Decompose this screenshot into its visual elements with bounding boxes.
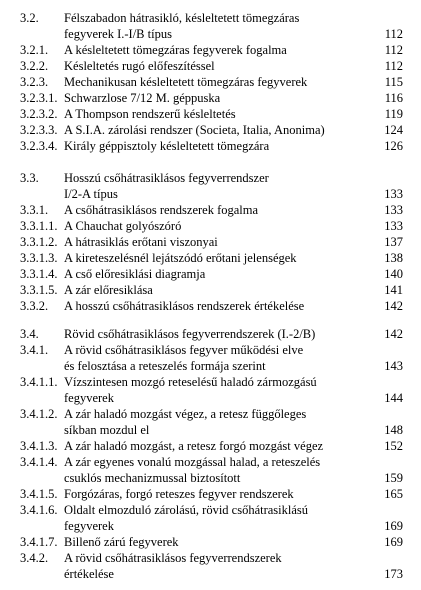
toc-entry-title: fegyverek — [64, 391, 114, 405]
toc-entry — [0, 234, 421, 250]
toc-entry-page: 119 — [384, 107, 403, 121]
toc-entry-title: A zár haladó mozgást végez, a retesz függőleges — [64, 407, 307, 421]
toc-entry-page: 142 — [384, 299, 403, 313]
toc-entry-page: 169 — [384, 519, 403, 533]
toc-entry — [0, 454, 421, 470]
toc-entry — [0, 406, 421, 422]
toc-entry — [0, 422, 421, 438]
toc-entry — [0, 282, 421, 298]
toc-entry — [0, 502, 421, 518]
toc-entry — [0, 298, 421, 314]
toc-entry-title: A hosszú csőhátrasiklásos rendszerek értékelése — [64, 299, 305, 313]
toc-entry-title: Oldalt elmozduló zárolású, rövid csőhátrasiklású — [64, 503, 309, 517]
toc-entry — [0, 566, 421, 582]
toc-entry-number: 3.4.1.1. — [20, 375, 58, 389]
toc-entry-page: 137 — [384, 235, 403, 249]
toc-entry-page: 152 — [384, 439, 403, 453]
toc-entry-number: 3.3. — [20, 171, 39, 185]
toc-entry-number: 3.2.1. — [20, 43, 49, 57]
toc-entry-title: A Thompson rendszerű késleltetés — [64, 107, 236, 121]
toc-entry-number: 3.3.1.5. — [20, 283, 58, 297]
toc-entry-number: 3.2.3.2. — [20, 107, 58, 121]
toc-entry — [0, 42, 421, 58]
toc-entry — [0, 342, 421, 358]
toc-entry-number: 3.4. — [20, 327, 39, 341]
toc-entry-page: 115 — [384, 75, 403, 89]
toc-entry-number: 3.4.1.4. — [20, 455, 58, 469]
toc-entry-title: Mechanikusan késleltetett tömegzáras fegyverek — [64, 75, 308, 89]
toc-entry-number: 3.2.2. — [20, 59, 49, 73]
toc-entry-number: 3.4.1.6. — [20, 503, 58, 517]
toc-entry — [0, 10, 421, 26]
toc-entry — [0, 266, 421, 282]
toc-entry-title: A S.I.A. zárolási rendszer (Societa, Italia, Anonima) — [64, 123, 325, 137]
toc-entry-number: 3.2.3.3. — [20, 123, 58, 137]
toc-entry — [0, 106, 421, 122]
toc-entry-number: 3.2.3.4. — [20, 139, 58, 153]
toc-entry — [0, 438, 421, 454]
toc-entry-number: 3.3.1.4. — [20, 267, 58, 281]
toc-entry-number: 3.3.2. — [20, 299, 49, 313]
toc-entry-page: 112 — [384, 43, 403, 57]
toc-entry — [0, 390, 421, 406]
toc-entry-page: 112 — [384, 59, 403, 73]
toc-entry-page: 140 — [384, 267, 403, 281]
toc-entry-title: csuklós mechanizmussal biztosított — [64, 471, 241, 485]
toc-entry-title: I/2-A típus — [64, 187, 118, 201]
toc-entry-page: 144 — [384, 391, 403, 405]
toc-entry-page: 133 — [384, 187, 403, 201]
toc-entry-number: 3.4.1.3. — [20, 439, 58, 453]
toc-entry-title: A csőhátrasiklásos rendszerek fogalma — [64, 203, 259, 217]
toc-entry-number: 3.3.1.3. — [20, 251, 58, 265]
toc-entry-number: 3.3.1. — [20, 203, 49, 217]
toc-entry-title: A kireteszelésnél lejátszódó erőtani jelenségek — [64, 251, 297, 265]
toc-entry-title: Késleltetés rugó előfeszítéssel — [64, 59, 215, 73]
toc-entry-title: Schwarzlose 7/12 M. géppuska — [64, 91, 221, 105]
toc-entry-title: Hosszú csőhátrasiklásos fegyverrendszer — [64, 171, 269, 185]
toc-entry — [0, 374, 421, 390]
toc-entry-title: A cső előresiklási diagramja — [64, 267, 206, 281]
toc-entry — [0, 486, 421, 502]
toc-entry-number: 3.4.1.7. — [20, 535, 58, 549]
toc-entry-title: síkban mozdul el — [64, 423, 150, 437]
toc-entry-title: értékelése — [64, 567, 114, 581]
toc-entry-title: A Chauchat golyószóró — [64, 219, 182, 233]
toc-entry-title: Forgózáras, forgó reteszes fegyver rendszerek — [64, 487, 294, 501]
toc-entry — [0, 534, 421, 550]
toc-entry-title: A zár egyenes vonalú mozgással halad, a reteszelés — [64, 455, 321, 469]
toc-entry-page: 169 — [384, 535, 403, 549]
toc-entry-page: 133 — [384, 203, 403, 217]
toc-entry-number: 3.4.1. — [20, 343, 49, 357]
toc-entry-number: 3.4.1.2. — [20, 407, 58, 421]
toc-entry-page: 159 — [384, 471, 403, 485]
toc-entry-title: Rövid csőhátrasiklásos fegyverrendszerek (I.-2/B) — [64, 327, 316, 341]
toc-entry-page: 112 — [384, 27, 403, 41]
toc-entry — [0, 170, 421, 186]
toc-entry-title: Király géppisztoly késleltetett tömegzára — [64, 139, 270, 153]
toc-entry — [0, 326, 421, 342]
toc-entry — [0, 218, 421, 234]
toc-entry-page: 138 — [384, 251, 403, 265]
toc-entry-page: 124 — [384, 123, 403, 137]
toc-entry-title: A zár haladó mozgást, a retesz forgó mozgást végez — [64, 439, 324, 453]
toc-entry-page: 116 — [384, 91, 403, 105]
toc-entry-number: 3.2. — [20, 11, 39, 25]
toc-entry-page: 133 — [384, 219, 403, 233]
toc-entry-title: fegyverek — [64, 519, 114, 533]
toc-entry-number: 3.3.1.1. — [20, 219, 58, 233]
toc-entry — [0, 358, 421, 374]
toc-entry-title: Billenő zárú fegyverek — [64, 535, 179, 549]
toc-entry-number: 3.2.3.1. — [20, 91, 58, 105]
toc-entry — [0, 58, 421, 74]
toc-entry-title: Vízszintesen mozgó reteselésű haladó zármozgású — [64, 375, 317, 389]
toc-entry-title: A rövid csőhátrasiklásos fegyverrendszerek — [64, 551, 282, 565]
toc-entry-title: A késleltetett tömegzáras fegyverek fogalma — [64, 43, 287, 57]
toc-entry-title: Félszabadon hátrasikló, késleltetett tömegzáras — [64, 11, 300, 25]
toc-entry — [0, 186, 421, 202]
toc-entry-title: és felosztása a reteszelés formája szerint — [64, 359, 266, 373]
toc-entry-number: 3.4.1.5. — [20, 487, 58, 501]
toc-entry-page: 165 — [384, 487, 403, 501]
toc-entry-page: 148 — [384, 423, 403, 437]
toc-entry — [0, 122, 421, 138]
toc-entry-number: 3.4.2. — [20, 551, 49, 565]
toc-entry-title: A hátrasiklás erőtani viszonyai — [64, 235, 218, 249]
toc-entry-page: 141 — [384, 283, 403, 297]
toc-entry-number: 3.2.3. — [20, 75, 49, 89]
toc-entry-page: 143 — [384, 359, 403, 373]
toc-entry — [0, 250, 421, 266]
toc-entry-page: 173 — [384, 567, 403, 581]
toc-entry — [0, 470, 421, 486]
toc-entry — [0, 202, 421, 218]
toc-entry-title: A zár előresiklása — [64, 283, 153, 297]
toc-entry-page: 142 — [384, 327, 403, 341]
toc-entry-title: A rövid csőhátrasiklásos fegyver működési elve — [64, 343, 304, 357]
toc-entry — [0, 26, 421, 42]
toc-entry — [0, 550, 421, 566]
toc-entry-number: 3.3.1.2. — [20, 235, 58, 249]
toc-entry — [0, 138, 421, 154]
toc-entry-page: 126 — [384, 139, 403, 153]
toc-entry — [0, 90, 421, 106]
toc-entry — [0, 74, 421, 90]
toc-entry — [0, 518, 421, 534]
toc-entry-title: fegyverek I.-I/B típus — [64, 27, 172, 41]
